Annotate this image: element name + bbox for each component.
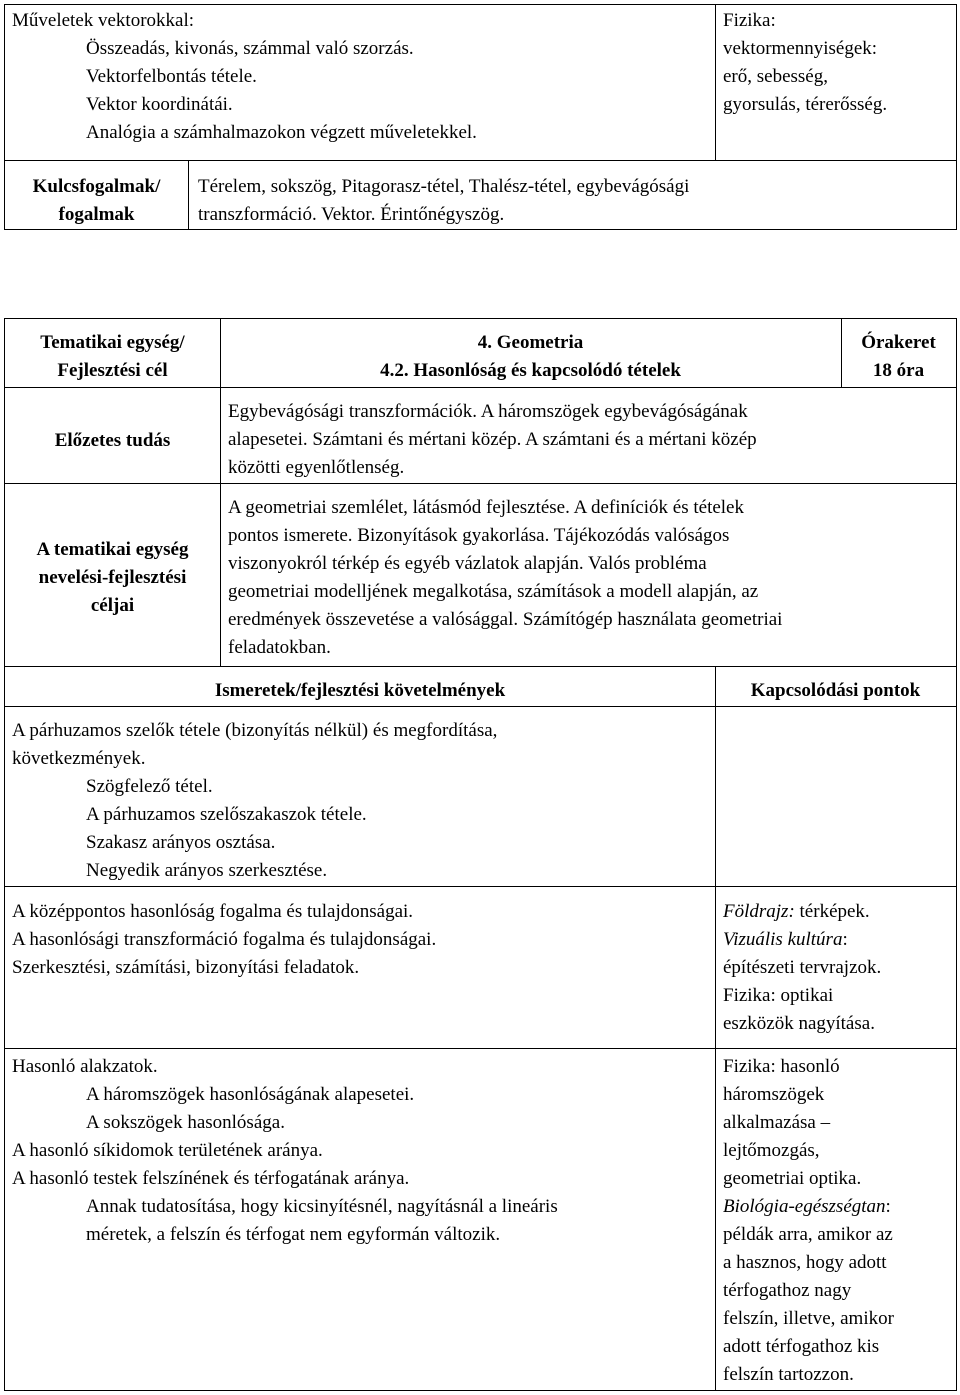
link-line: adott térfogathoz kis	[723, 1336, 880, 1357]
requirements-header	[5, 677, 715, 705]
link-line: példák arra, amikor az	[723, 1224, 893, 1245]
link-subject-geography: Földrajz:	[723, 901, 795, 922]
goals-label-line: céljai	[90, 595, 135, 616]
physics-link-line: erő, sebesség,	[723, 66, 828, 87]
hours-cell	[841, 329, 956, 385]
goals-line: pontos ismerete. Bizonyítások gyakorlása. Tájékozódás valóságos	[228, 525, 730, 546]
unit-title	[220, 329, 841, 385]
unit-title-line: 4.2. Hasonlóság és kapcsolódó tételek	[380, 360, 681, 381]
goals-label-line: A tematikai egység	[36, 539, 189, 560]
link-line: háromszögek	[723, 1084, 825, 1105]
link-line	[723, 926, 955, 954]
requirement-line: Hasonló alakzatok.	[12, 1056, 158, 1077]
requirement-line: Annak tudatosítása, hogy kicsinyítésnél, nagyításnál a lineáris	[86, 1196, 558, 1217]
unit-label	[5, 329, 220, 385]
unit-table	[4, 318, 957, 1391]
goals-label-line: nevelési-fejlesztési	[38, 567, 187, 588]
hours-value: 18 óra	[872, 360, 925, 381]
key-concepts-label-line: Kulcsfogalmak/	[32, 176, 161, 197]
requirement-line: Szakasz arányos osztása.	[86, 832, 276, 853]
requirement-line: A hasonlósági transzformáció fogalma és tulajdonságai.	[12, 929, 437, 950]
operations-item: Vektor koordinátái.	[86, 94, 233, 115]
goals-label	[5, 536, 220, 620]
key-concepts-text	[198, 173, 954, 229]
requirement-line: A párhuzamos szelők tétele (bizonyítás nélkül) és megfordítása,	[12, 720, 498, 741]
unit-label-line: Tematikai egység/	[40, 332, 185, 353]
prior-knowledge-line: Egybevágósági transzformációk. A háromszögek egybevágóságának	[228, 401, 748, 422]
link-line: térfogathoz nagy	[723, 1280, 852, 1301]
goals-line: feladatokban.	[228, 637, 331, 658]
requirement-line: A háromszögek hasonlóságának alapesetei.	[86, 1084, 415, 1105]
operations-item: Vektorfelbontás tétele.	[86, 66, 257, 87]
requirements-header-text: Ismeretek/fejlesztési követelmények	[214, 680, 506, 701]
unit-title-line: 4. Geometria	[477, 332, 584, 353]
requirement-line: Szögfelező tétel.	[86, 776, 213, 797]
requirements-block-1	[12, 717, 712, 885]
physics-link-line: gyorsulás, térerősség.	[723, 94, 888, 115]
requirement-line: A sokszögek hasonlósága.	[86, 1112, 285, 1133]
goals-text	[228, 494, 948, 662]
link-line: geometriai optika.	[723, 1168, 862, 1189]
operations-item: Analógia a számhalmazokon végzett műveletekkel.	[86, 122, 477, 143]
goals-line: A geometriai szemlélet, látásmód fejlesztése. A definíciók és tételek	[228, 497, 744, 518]
link-line	[723, 898, 955, 926]
links-block-2	[723, 898, 955, 1038]
unit-label-line: Fejlesztési cél	[57, 360, 168, 381]
requirement-line: A párhuzamos szelőszakaszok tétele.	[86, 804, 367, 825]
top-table	[4, 4, 957, 230]
link-text: térképek.	[794, 901, 870, 922]
link-subject-visual-culture: Vizuális kultúra	[723, 929, 843, 950]
hours-label: Órakeret	[861, 332, 936, 353]
requirement-line: következmények.	[12, 748, 146, 769]
vector-operations-cell	[12, 7, 712, 147]
prior-knowledge-line: alapesetei. Számtani és mértani közép. A számtani és a mértani közép	[228, 429, 757, 450]
link-line	[723, 1193, 955, 1221]
requirement-line: A középpontos hasonlóság fogalma és tulajdonságai.	[12, 901, 414, 922]
link-text: :	[842, 929, 848, 950]
prior-knowledge-label-text: Előzetes tudás	[54, 430, 171, 451]
key-concepts-label	[5, 173, 188, 229]
link-text: :	[885, 1196, 891, 1217]
link-line: a hasznos, hogy adott	[723, 1252, 887, 1273]
requirement-line: A hasonló síkidomok területének aránya.	[12, 1140, 323, 1161]
links-block-3	[723, 1053, 955, 1389]
link-line: építészeti tervrajzok.	[723, 957, 882, 978]
key-concepts-label-line: fogalmak	[58, 204, 135, 225]
requirement-line: Szerkesztési, számítási, bizonyítási feladatok.	[12, 957, 360, 978]
key-concepts-line: Térelem, sokszög, Pitagorasz-tétel, Thalész-tétel, egybevágósági	[198, 176, 690, 197]
physics-link-line: Fizika:	[723, 10, 776, 31]
operations-item: Összeadás, kivonás, számmal való szorzás.	[86, 38, 414, 59]
requirements-block-3	[12, 1053, 712, 1249]
requirement-line: A hasonló testek felszínének és térfogatának aránya.	[12, 1168, 410, 1189]
physics-link-line: vektormennyiségek:	[723, 38, 878, 59]
key-concepts-line: transzformáció. Vektor. Érintőnégyszög.	[198, 204, 505, 225]
link-line: eszközök nagyítása.	[723, 1013, 875, 1034]
requirement-line: Negyedik arányos szerkesztése.	[86, 860, 328, 881]
links-header	[715, 677, 956, 705]
goals-line: geometriai modelljének megalkotása, számítások a modell alapján, az	[228, 581, 759, 602]
prior-knowledge-label	[5, 427, 220, 455]
link-line: felszín, illetve, amikor	[723, 1308, 894, 1329]
goals-line: eredmények összevetése a valósággal. Számítógép használata geometriai	[228, 609, 783, 630]
prior-knowledge-text	[228, 398, 948, 482]
link-line: Fizika: hasonló	[723, 1056, 840, 1077]
link-line: Fizika: optikai	[723, 985, 834, 1006]
link-line: alkalmazása –	[723, 1112, 831, 1133]
requirement-line: méretek, a felszín és térfogat nem egyformán változik.	[86, 1224, 501, 1245]
link-line: lejtőmozgás,	[723, 1140, 820, 1161]
goals-line: viszonyokról térkép és egyéb vázlatok alapján. Valós probléma	[228, 553, 707, 574]
links-header-text: Kapcsolódási pontok	[750, 680, 921, 701]
requirements-block-2	[12, 898, 712, 982]
prior-knowledge-line: közötti egyenlőtlenség.	[228, 457, 405, 478]
operations-title: Műveletek vektorokkal:	[12, 10, 195, 31]
link-subject-biology: Biológia-egészségtan	[723, 1196, 886, 1217]
physics-link-cell	[723, 7, 955, 119]
link-line: felszín tartozzon.	[723, 1364, 854, 1385]
